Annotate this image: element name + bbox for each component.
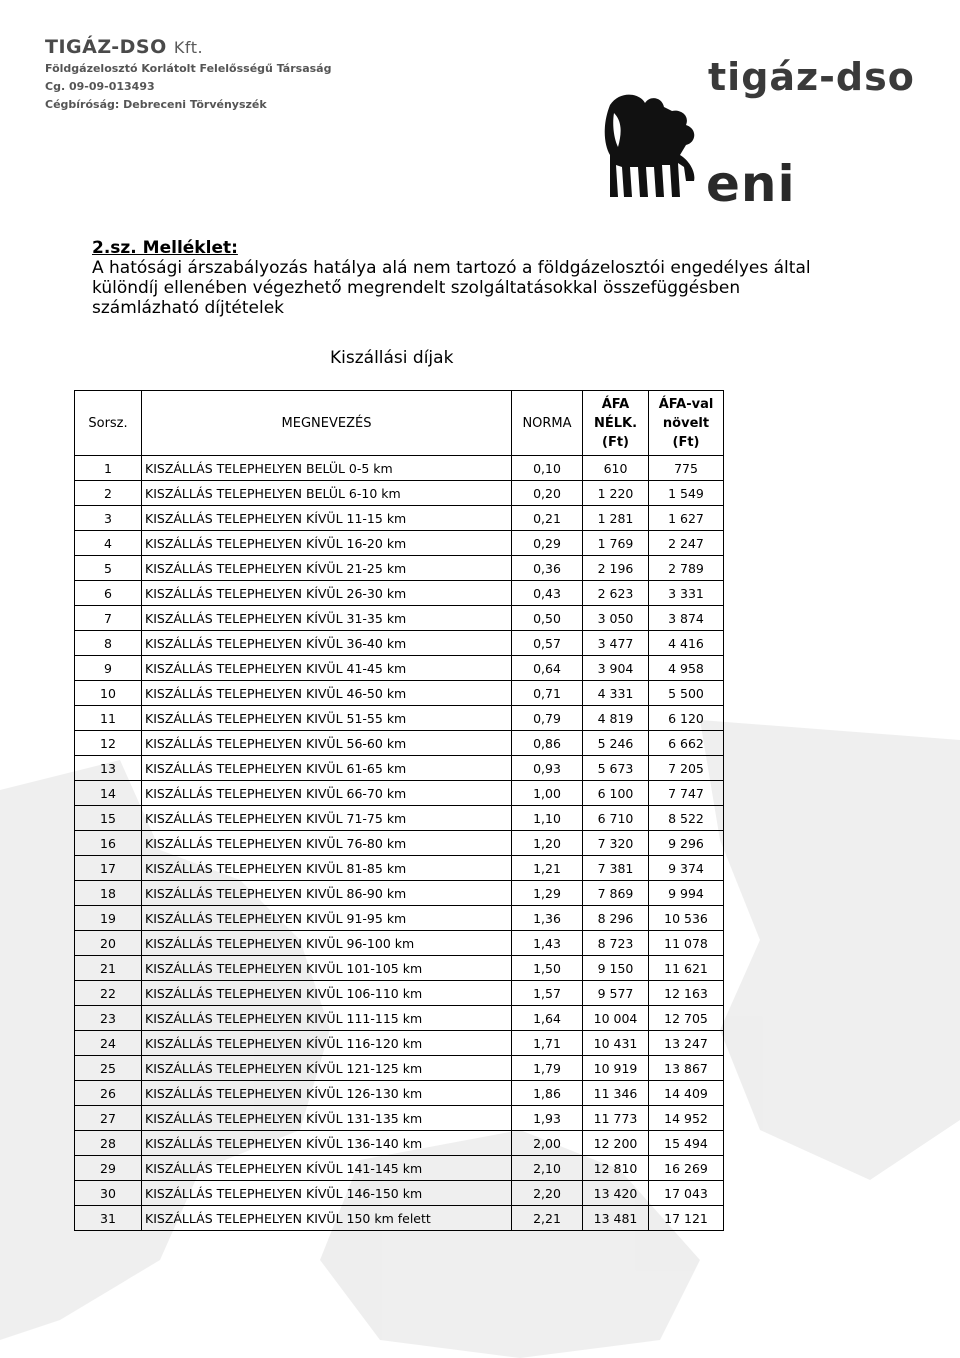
- row-number: 21: [75, 956, 142, 981]
- document-title: [92, 238, 882, 318]
- row-number: 22: [75, 981, 142, 1006]
- row-description: KISZÁLLÁS TELEPHELYEN KÍVÜL 116-120 km: [142, 1031, 512, 1056]
- row-norma: 1,71: [512, 1031, 583, 1056]
- row-number: 5: [75, 556, 142, 581]
- table-row: [75, 1181, 724, 1206]
- table-row: [75, 456, 724, 481]
- table-row: [75, 756, 724, 781]
- row-price-net: 9 577: [583, 981, 649, 1006]
- row-number: 23: [75, 1006, 142, 1031]
- table-row: [75, 1081, 724, 1106]
- row-number: 12: [75, 731, 142, 756]
- six-legged-dog-icon: [600, 85, 710, 205]
- company-header: [45, 36, 331, 112]
- header-afa-nelkul-line: NÉLK.: [593, 415, 638, 431]
- fee-table: [74, 390, 724, 1231]
- row-number: 28: [75, 1131, 142, 1156]
- table-body: [75, 456, 724, 1231]
- table-row: [75, 781, 724, 806]
- row-number: 7: [75, 606, 142, 631]
- row-number: 3: [75, 506, 142, 531]
- row-number: 8: [75, 631, 142, 656]
- row-price-gross: 11 621: [649, 956, 724, 981]
- row-norma: 0,57: [512, 631, 583, 656]
- row-price-gross: 6 662: [649, 731, 724, 756]
- row-description: KISZÁLLÁS TELEPHELYEN KIVÜL 81-85 km: [142, 856, 512, 881]
- row-price-net: 3 904: [583, 656, 649, 681]
- row-norma: 1,86: [512, 1081, 583, 1106]
- row-price-net: 8 723: [583, 931, 649, 956]
- tigaz-dso-logo-text: tigáz-dso: [708, 55, 915, 99]
- row-price-gross: 1 549: [649, 481, 724, 506]
- row-number: 30: [75, 1181, 142, 1206]
- table-row: [75, 906, 724, 931]
- row-number: 11: [75, 706, 142, 731]
- row-number: 6: [75, 581, 142, 606]
- row-norma: 2,21: [512, 1206, 583, 1231]
- annex-heading: 2.sz. Melléklet:: [92, 238, 238, 258]
- row-price-gross: 6 120: [649, 706, 724, 731]
- table-row: [75, 531, 724, 556]
- row-norma: 0,21: [512, 506, 583, 531]
- header-afa-val-line: ÁFA-val: [658, 396, 714, 412]
- row-number: 9: [75, 656, 142, 681]
- row-price-net: 3 477: [583, 631, 649, 656]
- row-number: 18: [75, 881, 142, 906]
- row-description: KISZÁLLÁS TELEPHELYEN KIVÜL 96-100 km: [142, 931, 512, 956]
- row-price-net: 5 246: [583, 731, 649, 756]
- header-afa-val: [649, 391, 724, 456]
- row-norma: 0,29: [512, 531, 583, 556]
- row-price-net: 13 481: [583, 1206, 649, 1231]
- table-row: [75, 1006, 724, 1031]
- row-price-net: 12 200: [583, 1131, 649, 1156]
- row-price-net: 12 810: [583, 1156, 649, 1181]
- row-price-net: 7 869: [583, 881, 649, 906]
- row-price-gross: 4 416: [649, 631, 724, 656]
- table-row: [75, 681, 724, 706]
- row-price-net: 11 773: [583, 1106, 649, 1131]
- row-price-gross: 12 163: [649, 981, 724, 1006]
- row-description: KISZÁLLÁS TELEPHELYEN BELÜL 0-5 km: [142, 456, 512, 481]
- row-price-net: 8 296: [583, 906, 649, 931]
- row-price-net: 11 346: [583, 1081, 649, 1106]
- row-norma: 1,43: [512, 931, 583, 956]
- row-description: KISZÁLLÁS TELEPHELYEN KÍVÜL 16-20 km: [142, 531, 512, 556]
- row-description: KISZÁLLÁS TELEPHELYEN KIVÜL 86-90 km: [142, 881, 512, 906]
- row-description: KISZÁLLÁS TELEPHELYEN BELÜL 6-10 km: [142, 481, 512, 506]
- row-price-gross: 13 867: [649, 1056, 724, 1081]
- title-line-1: A hatósági árszabályozás hatálya alá nem tartozó a földgázelosztói engedélyes által: [92, 258, 811, 278]
- row-price-gross: 9 994: [649, 881, 724, 906]
- row-price-gross: 775: [649, 456, 724, 481]
- row-norma: 1,29: [512, 881, 583, 906]
- row-price-net: 9 150: [583, 956, 649, 981]
- row-price-net: 7 381: [583, 856, 649, 881]
- row-price-gross: 3 331: [649, 581, 724, 606]
- table-row: [75, 606, 724, 631]
- table-row: [75, 881, 724, 906]
- row-price-net: 1 220: [583, 481, 649, 506]
- row-number: 19: [75, 906, 142, 931]
- row-price-gross: 2 789: [649, 556, 724, 581]
- row-number: 29: [75, 1156, 142, 1181]
- row-description: KISZÁLLÁS TELEPHELYEN KIVÜL 66-70 km: [142, 781, 512, 806]
- table-row: [75, 1156, 724, 1181]
- row-number: 20: [75, 931, 142, 956]
- row-price-gross: 5 500: [649, 681, 724, 706]
- row-price-gross: 3 874: [649, 606, 724, 631]
- row-norma: 1,10: [512, 806, 583, 831]
- header-sorsz: Sorsz.: [75, 391, 142, 456]
- company-court: Cégbíróság: Debreceni Törvényszék: [45, 98, 267, 111]
- row-price-gross: 8 522: [649, 806, 724, 831]
- header-afa-val-line: (Ft): [672, 434, 700, 450]
- row-description: KISZÁLLÁS TELEPHELYEN KIVÜL 101-105 km: [142, 956, 512, 981]
- row-number: 4: [75, 531, 142, 556]
- row-description: KISZÁLLÁS TELEPHELYEN KIVÜL 56-60 km: [142, 731, 512, 756]
- header-afa-nelkul: [583, 391, 649, 456]
- row-number: 16: [75, 831, 142, 856]
- table-subtitle: Kiszállási díjak: [330, 348, 454, 368]
- row-price-gross: 11 078: [649, 931, 724, 956]
- row-price-gross: 14 409: [649, 1081, 724, 1106]
- title-line-3: számlázható díjtételek: [92, 298, 284, 318]
- row-description: KISZÁLLÁS TELEPHELYEN KÍVÜL 21-25 km: [142, 556, 512, 581]
- row-number: 25: [75, 1056, 142, 1081]
- table-row: [75, 656, 724, 681]
- row-norma: 1,79: [512, 1056, 583, 1081]
- row-norma: 1,93: [512, 1106, 583, 1131]
- row-norma: 0,71: [512, 681, 583, 706]
- table-row: [75, 706, 724, 731]
- row-norma: 0,36: [512, 556, 583, 581]
- row-number: 31: [75, 1206, 142, 1231]
- row-price-net: 5 673: [583, 756, 649, 781]
- row-description: KISZÁLLÁS TELEPHELYEN KIVÜL 61-65 km: [142, 756, 512, 781]
- company-registration: Cg. 09-09-013493: [45, 80, 155, 93]
- row-norma: 1,64: [512, 1006, 583, 1031]
- row-description: KISZÁLLÁS TELEPHELYEN KÍVÜL 141-145 km: [142, 1156, 512, 1181]
- row-description: KISZÁLLÁS TELEPHELYEN KIVÜL 76-80 km: [142, 831, 512, 856]
- table-row: [75, 1031, 724, 1056]
- table-row: [75, 1056, 724, 1081]
- row-norma: 2,20: [512, 1181, 583, 1206]
- row-description: KISZÁLLÁS TELEPHELYEN KÍVÜL 126-130 km: [142, 1081, 512, 1106]
- row-price-net: 6 710: [583, 806, 649, 831]
- row-price-net: 2 196: [583, 556, 649, 581]
- row-norma: 0,86: [512, 731, 583, 756]
- row-norma: 0,64: [512, 656, 583, 681]
- row-price-net: 1 281: [583, 506, 649, 531]
- row-price-gross: 17 121: [649, 1206, 724, 1231]
- header-norma: NORMA: [512, 391, 583, 456]
- row-price-net: 10 919: [583, 1056, 649, 1081]
- company-name-suffix: Kft.: [173, 38, 204, 57]
- row-description: KISZÁLLÁS TELEPHELYEN KIVÜL 111-115 km: [142, 1006, 512, 1031]
- row-price-gross: 1 627: [649, 506, 724, 531]
- row-norma: 0,20: [512, 481, 583, 506]
- table-row: [75, 481, 724, 506]
- row-number: 15: [75, 806, 142, 831]
- row-norma: 1,00: [512, 781, 583, 806]
- row-price-gross: 14 952: [649, 1106, 724, 1131]
- row-norma: 1,50: [512, 956, 583, 981]
- row-number: 1: [75, 456, 142, 481]
- row-price-net: 3 050: [583, 606, 649, 631]
- table-row: [75, 506, 724, 531]
- row-description: KISZÁLLÁS TELEPHELYEN KÍVÜL 26-30 km: [142, 581, 512, 606]
- company-name: [45, 36, 331, 58]
- header-afa-val-line: növelt: [662, 415, 710, 431]
- table-row: [75, 731, 724, 756]
- row-norma: 0,43: [512, 581, 583, 606]
- row-norma: 0,10: [512, 456, 583, 481]
- table-row: [75, 981, 724, 1006]
- table-row: [75, 856, 724, 881]
- row-price-gross: 7 747: [649, 781, 724, 806]
- table-row: [75, 556, 724, 581]
- row-description: KISZÁLLÁS TELEPHELYEN KÍVÜL 11-15 km: [142, 506, 512, 531]
- row-price-gross: 2 247: [649, 531, 724, 556]
- row-price-gross: 12 705: [649, 1006, 724, 1031]
- company-name-main: TIGÁZ-DSO: [45, 36, 167, 58]
- row-price-gross: 7 205: [649, 756, 724, 781]
- row-price-net: 1 769: [583, 531, 649, 556]
- row-number: 26: [75, 1081, 142, 1106]
- row-price-gross: 4 958: [649, 656, 724, 681]
- table-row: [75, 1106, 724, 1131]
- row-description: KISZÁLLÁS TELEPHELYEN KIVÜL 106-110 km: [142, 981, 512, 1006]
- row-description: KISZÁLLÁS TELEPHELYEN KÍVÜL 136-140 km: [142, 1131, 512, 1156]
- row-description: KISZÁLLÁS TELEPHELYEN KÍVÜL 31-35 km: [142, 606, 512, 631]
- title-line-2: különdíj ellenében végezhető megrendelt szolgáltatásokkal összefüggésben: [92, 278, 741, 298]
- row-number: 14: [75, 781, 142, 806]
- brand-logo-area: [600, 55, 930, 220]
- row-number: 27: [75, 1106, 142, 1131]
- row-price-gross: 17 043: [649, 1181, 724, 1206]
- row-price-net: 10 431: [583, 1031, 649, 1056]
- table-row: [75, 631, 724, 656]
- row-price-net: 4 819: [583, 706, 649, 731]
- header-megnevezes: MEGNEVEZÉS: [142, 391, 512, 456]
- table-row: [75, 581, 724, 606]
- row-price-net: 4 331: [583, 681, 649, 706]
- row-norma: 1,21: [512, 856, 583, 881]
- row-norma: 1,20: [512, 831, 583, 856]
- table-row: [75, 956, 724, 981]
- table-row: [75, 931, 724, 956]
- table-row: [75, 1206, 724, 1231]
- eni-logo-text: eni: [706, 155, 796, 213]
- row-description: KISZÁLLÁS TELEPHELYEN KIVÜL 150 km felett: [142, 1206, 512, 1231]
- row-number: 10: [75, 681, 142, 706]
- row-number: 13: [75, 756, 142, 781]
- row-price-net: 7 320: [583, 831, 649, 856]
- company-full-name: Földgázelosztó Korlátolt Felelősségű Társaság: [45, 62, 332, 75]
- row-norma: 0,93: [512, 756, 583, 781]
- row-norma: 0,79: [512, 706, 583, 731]
- row-number: 17: [75, 856, 142, 881]
- row-description: KISZÁLLÁS TELEPHELYEN KIVÜL 71-75 km: [142, 806, 512, 831]
- row-price-gross: 15 494: [649, 1131, 724, 1156]
- row-price-net: 610: [583, 456, 649, 481]
- header-afa-nelkul-line: ÁFA: [601, 396, 630, 412]
- header-afa-nelkul-line: (Ft): [602, 434, 629, 450]
- row-norma: 2,00: [512, 1131, 583, 1156]
- row-description: KISZÁLLÁS TELEPHELYEN KIVÜL 41-45 km: [142, 656, 512, 681]
- row-description: KISZÁLLÁS TELEPHELYEN KÍVÜL 131-135 km: [142, 1106, 512, 1131]
- row-price-net: 13 420: [583, 1181, 649, 1206]
- row-price-gross: 10 536: [649, 906, 724, 931]
- row-number: 24: [75, 1031, 142, 1056]
- row-price-gross: 9 374: [649, 856, 724, 881]
- row-description: KISZÁLLÁS TELEPHELYEN KIVÜL 46-50 km: [142, 681, 512, 706]
- row-norma: 0,50: [512, 606, 583, 631]
- row-norma: 1,57: [512, 981, 583, 1006]
- table-row: [75, 831, 724, 856]
- row-price-net: 2 623: [583, 581, 649, 606]
- row-description: KISZÁLLÁS TELEPHELYEN KIVÜL 51-55 km: [142, 706, 512, 731]
- row-price-net: 10 004: [583, 1006, 649, 1031]
- row-price-gross: 16 269: [649, 1156, 724, 1181]
- table-row: [75, 806, 724, 831]
- row-number: 2: [75, 481, 142, 506]
- row-price-gross: 9 296: [649, 831, 724, 856]
- row-price-gross: 13 247: [649, 1031, 724, 1056]
- row-description: KISZÁLLÁS TELEPHELYEN KIVÜL 91-95 km: [142, 906, 512, 931]
- row-description: KISZÁLLÁS TELEPHELYEN KÍVÜL 36-40 km: [142, 631, 512, 656]
- table-row: [75, 1131, 724, 1156]
- row-norma: 1,36: [512, 906, 583, 931]
- row-description: KISZÁLLÁS TELEPHELYEN KÍVÜL 146-150 km: [142, 1181, 512, 1206]
- row-price-net: 6 100: [583, 781, 649, 806]
- row-description: KISZÁLLÁS TELEPHELYEN KÍVÜL 121-125 km: [142, 1056, 512, 1081]
- row-norma: 2,10: [512, 1156, 583, 1181]
- table-header-row: [75, 391, 724, 456]
